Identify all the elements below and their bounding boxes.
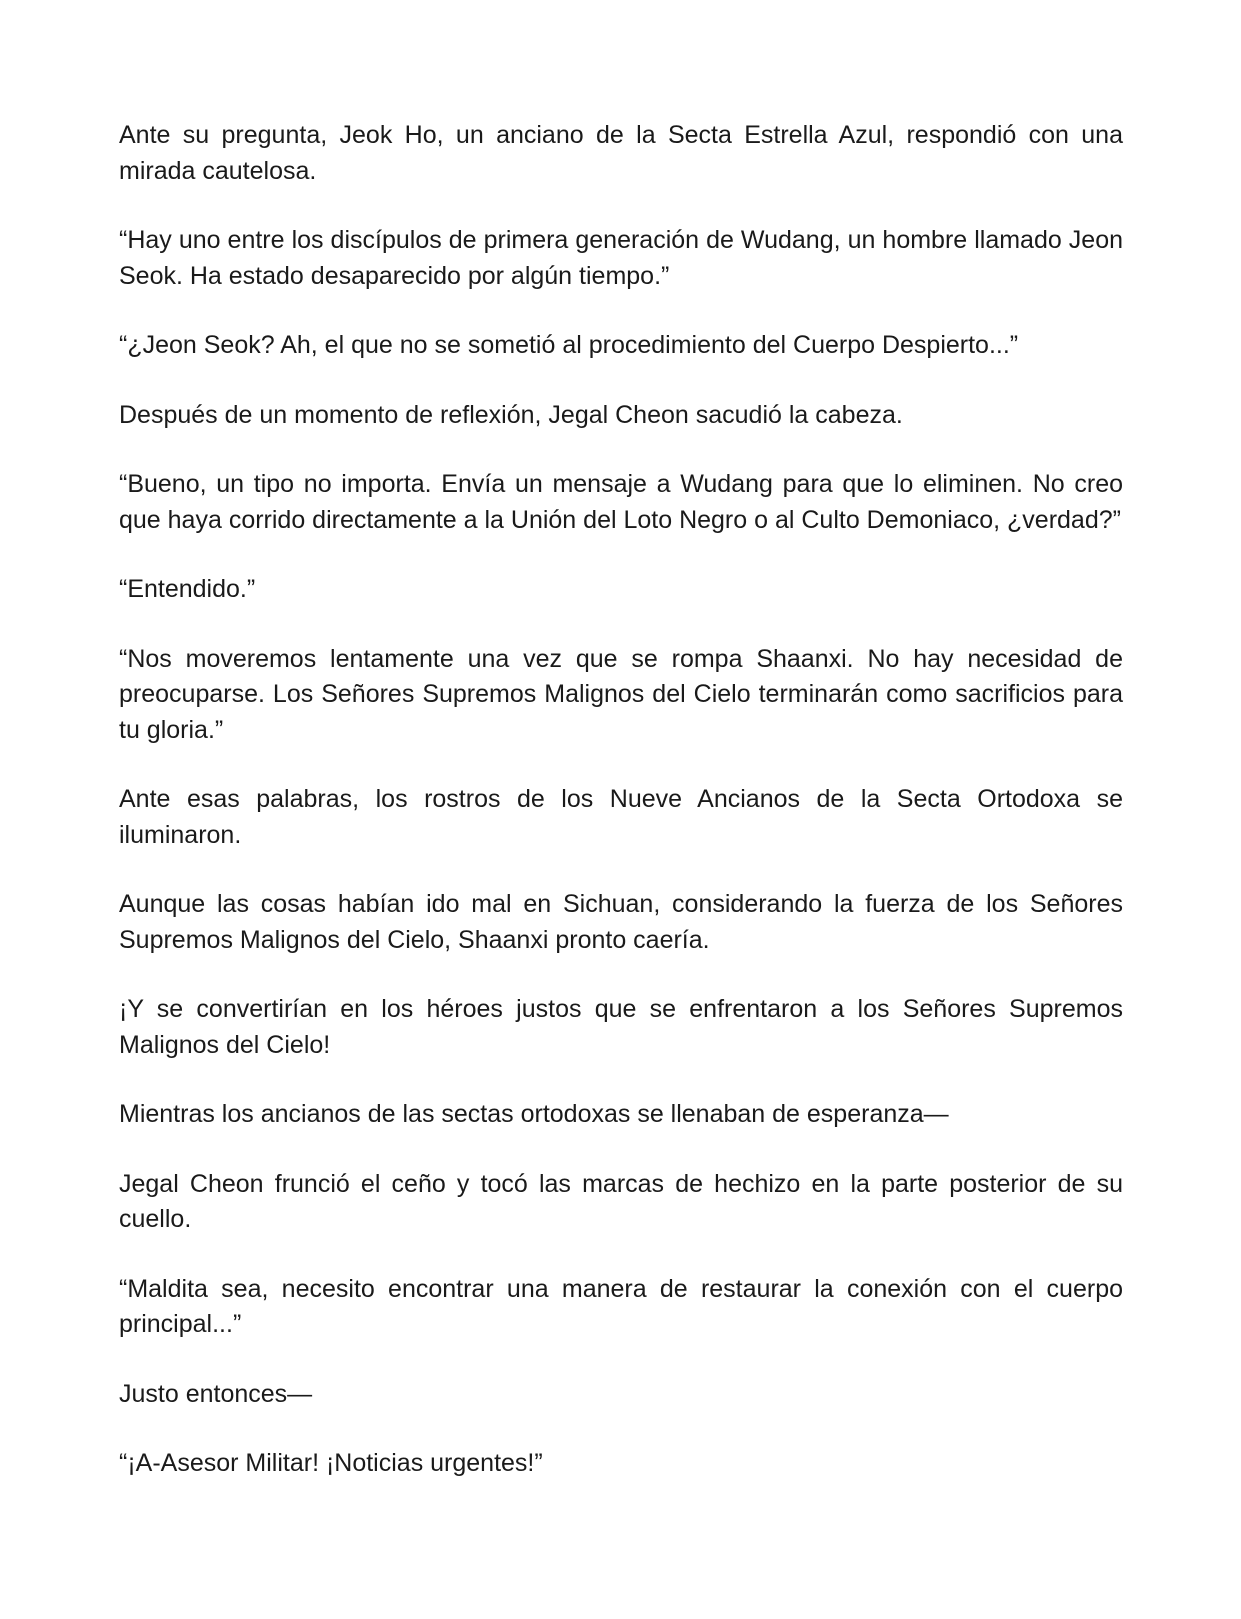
paragraph: Después de un momento de reflexión, Jegal Cheon sacudió la cabeza.: [119, 400, 903, 429]
paragraph: Aunque las cosas habían ido mal en Sichuan, considerando la fuerza de los Señores Supremos Malignos del Cielo, Shaanxi pronto caería.: [119, 890, 1123, 954]
paragraph: Justo entonces—: [119, 1379, 313, 1408]
paragraph: “Hay uno entre los discípulos de primera generación de Wudang, un hombre llamado Jeon Seok. Ha estado desaparecido por algún tiempo.”: [119, 226, 1123, 290]
paragraph: “¡A-Asesor Militar! ¡Noticias urgentes!”: [119, 1449, 543, 1477]
paragraph: “Bueno, un tipo no importa. Envía un mensaje a Wudang para que lo eliminen. No creo que haya corrido directamente a la Unión del Loto Negro o al Culto Demoniaco, ¿verdad?”: [119, 470, 1123, 534]
document-body: [119, 118, 1123, 1516]
paragraph: Mientras los ancianos de las sectas ortodoxas se llenaban de esperanza—: [119, 1100, 949, 1128]
paragraph: “Entendido.”: [119, 575, 256, 603]
paragraph: “¿Jeon Seok? Ah, el que no se sometió al procedimiento del Cuerpo Despierto...”: [119, 331, 1019, 359]
paragraph: ¡Y se convertirían en los héroes justos que se enfrentaron a los Señores Supremos Malignos del Cielo!: [119, 995, 1123, 1059]
paragraph: Ante esas palabras, los rostros de los Nueve Ancianos de la Secta Ortodoxa se iluminaron.: [119, 785, 1123, 849]
paragraph: Ante su pregunta, Jeok Ho, un anciano de la Secta Estrella Azul, respondió con una mirada cautelosa.: [119, 121, 1123, 185]
paragraph: “Nos moveremos lentamente una vez que se rompa Shaanxi. No hay necesidad de preocuparse. Los Señores Supremos Malignos del Cielo terminarán como sacrificios para tu gloria.”: [119, 644, 1123, 744]
paragraph: Jegal Cheon frunció el ceño y tocó las marcas de hechizo en la parte posterior de su cuello.: [119, 1169, 1123, 1233]
paragraph: “Maldita sea, necesito encontrar una manera de restaurar la conexión con el cuerpo principal...”: [119, 1274, 1123, 1338]
